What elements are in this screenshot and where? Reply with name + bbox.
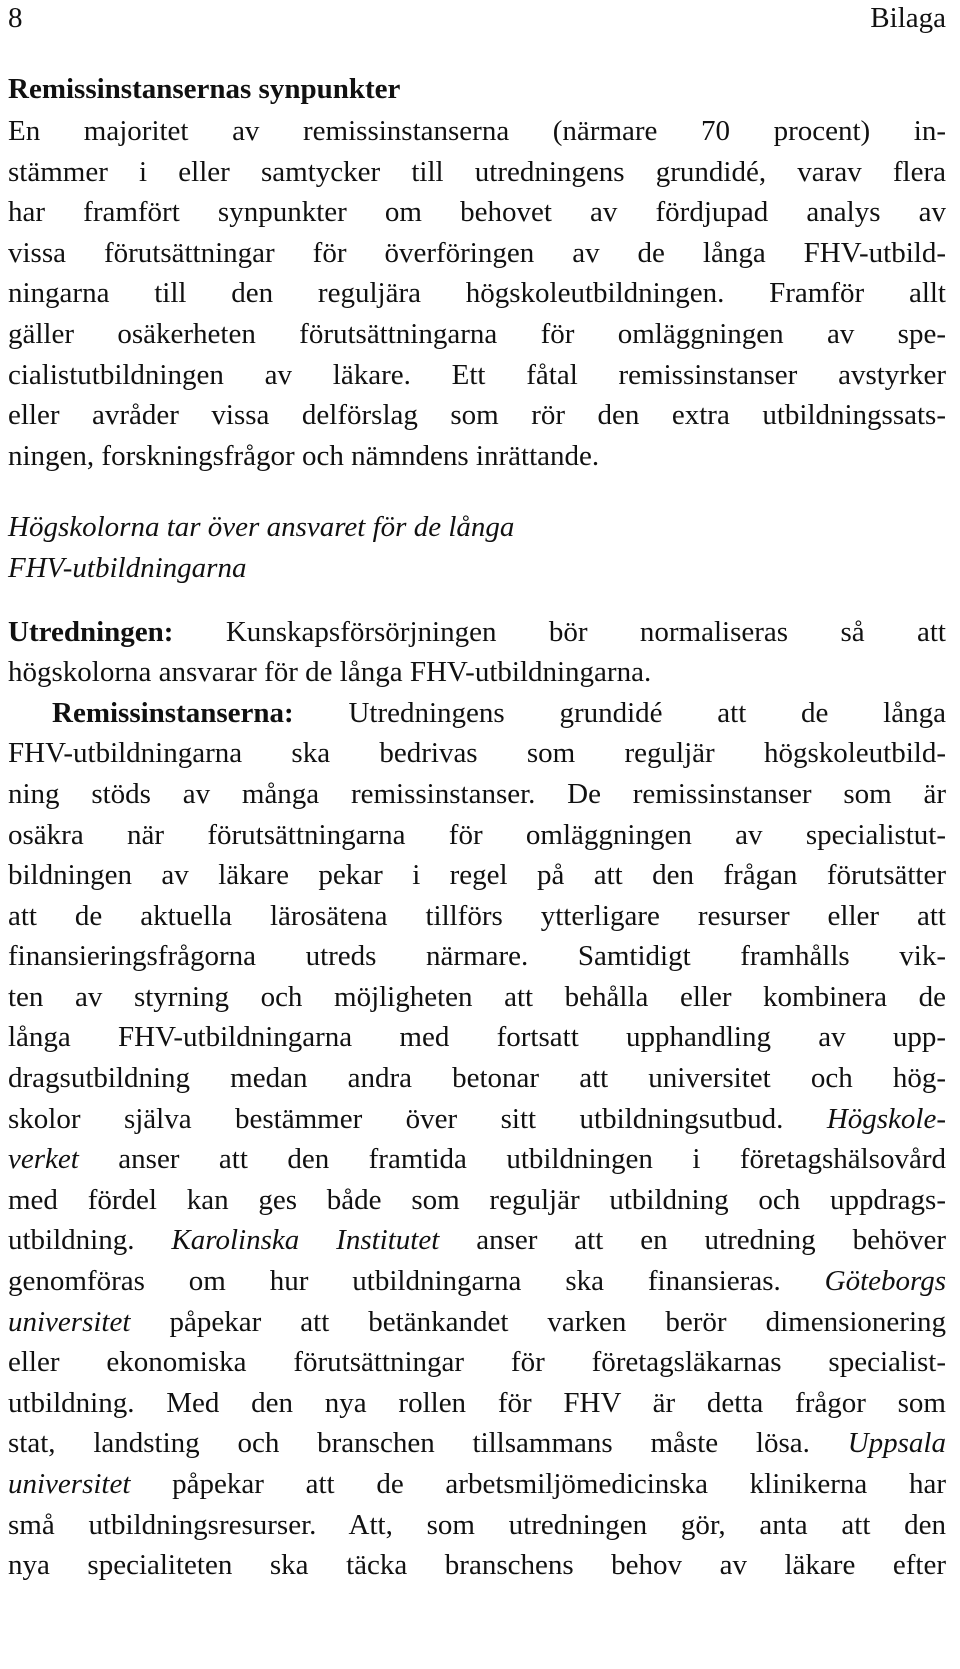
organization-name: universitet bbox=[8, 1468, 131, 1500]
organization-name: Uppsala bbox=[847, 1427, 946, 1460]
text-line: stämmer i eller samtycker till utredningens grundidé, varav flera bbox=[8, 155, 946, 188]
text-line: gäller osäkerheten förutsättningarna för omläggningen av spe- bbox=[8, 317, 946, 350]
text-line: cialistutbildningen av läkare. Ett fåtal remissinstanser avstyrker bbox=[8, 358, 946, 391]
text-line: osäkra när förutsättningarna för omläggningen av specialistut- bbox=[8, 818, 946, 851]
remiss-paragraph bbox=[8, 693, 946, 1586]
text-line: med fördel kan ges både som reguljär utbildning och uppdrags- bbox=[8, 1183, 946, 1216]
text-line: universitet påpekar att de arbetsmiljömedicinska klinikerna har bbox=[8, 1468, 946, 1500]
text-line: FHV-utbildningarna ska bedrivas som reguljär högskoleutbild- bbox=[8, 737, 946, 770]
text-line: genomföras om hur utbildningarna ska finansieras. Göteborgs bbox=[8, 1265, 946, 1298]
intro-paragraph bbox=[8, 111, 946, 476]
text-line: finansieringsfrågorna utreds närmare. Samtidigt framhålls vik- bbox=[8, 940, 946, 973]
organization-name: Högskole- bbox=[826, 1102, 946, 1135]
page-header bbox=[8, 0, 946, 46]
running-head: Bilaga bbox=[870, 2, 946, 34]
text-line: eller avråder vissa delförslag som rör den extra utbildningssats- bbox=[8, 399, 946, 432]
page-number: 8 bbox=[8, 2, 23, 34]
text-line: bildningen av läkare pekar i regel på att den frågan förutsätter bbox=[8, 859, 946, 892]
text-line: att de aktuella lärosätena tillförs ytterligare resurser eller att bbox=[8, 899, 946, 932]
text-line: högskolorna ansvarar för de långa FHV-utbildningarna. bbox=[8, 656, 652, 689]
text-line: skolor själva bestämmer över sitt utbildningsutbud. Högskole- bbox=[8, 1102, 946, 1135]
text-line: utbildning. Karolinska Institutet anser att en utredning behöver bbox=[8, 1224, 946, 1257]
subsection-heading bbox=[8, 507, 946, 588]
remiss-label: Remissinstanserna: bbox=[52, 696, 294, 729]
text-line: stat, landsting och branschen tillsammans måste lösa. Uppsala bbox=[8, 1427, 946, 1460]
organization-name: universitet bbox=[8, 1305, 131, 1338]
text-line: vissa förutsättningar för överföringen av de långa FHV-utbild- bbox=[8, 236, 946, 269]
text-line: Utredningen: Kunskapsförsörjningen bör normaliseras så att bbox=[8, 615, 946, 648]
text-line: utbildning. Med den nya rollen för FHV är detta frågor som bbox=[8, 1386, 946, 1419]
text-line: har framfört synpunkter om behovet av fördjupad analys av bbox=[8, 196, 946, 229]
subheading-line: FHV-utbildningarna bbox=[8, 551, 247, 584]
organization-name: verket bbox=[8, 1143, 79, 1176]
text-line: ningen, forskningsfrågor och nämndens inrättande. bbox=[8, 439, 600, 472]
document-page bbox=[8, 0, 946, 1586]
text-line: ningarna till den reguljära högskoleutbildningen. Framför allt bbox=[8, 277, 946, 310]
utredningen-paragraph bbox=[8, 612, 946, 693]
text-line: universitet påpekar att betänkandet varken berör dimensionering bbox=[8, 1305, 946, 1338]
text-line: En majoritet av remissinstanserna (närmare 70 procent) in- bbox=[8, 115, 946, 147]
text-line: nya specialiteten ska täcka branschens behov av läkare efter bbox=[8, 1549, 946, 1582]
utredningen-label: Utredningen: bbox=[8, 615, 174, 648]
text-line: ning stöds av många remissinstanser. De remissinstanser som är bbox=[8, 777, 946, 810]
organization-name: Göteborgs bbox=[824, 1265, 946, 1298]
text-line: små utbildningsresurser. Att, som utredningen gör, anta att den bbox=[8, 1508, 946, 1541]
text-line: dragsutbildning medan andra betonar att universitet och hög- bbox=[8, 1062, 946, 1095]
subheading-line: Högskolorna tar över ansvaret för de långa bbox=[8, 511, 515, 544]
organization-name: Karolinska Institutet bbox=[171, 1224, 440, 1257]
text-line: långa FHV-utbildningarna med fortsatt upphandling av upp- bbox=[8, 1021, 946, 1054]
section-heading: Remissinstansernas synpunkter bbox=[8, 73, 401, 105]
text-line: Remissinstanserna: Utredningens grundidé att de långa bbox=[52, 696, 946, 729]
text-line: eller ekonomiska förutsättningar för företagsläkarnas specialist- bbox=[8, 1346, 946, 1379]
text-line: verket anser att den framtida utbildningen i företagshälsovård bbox=[8, 1143, 946, 1176]
text-line: ten av styrning och möjligheten att behålla eller kombinera de bbox=[8, 980, 946, 1013]
